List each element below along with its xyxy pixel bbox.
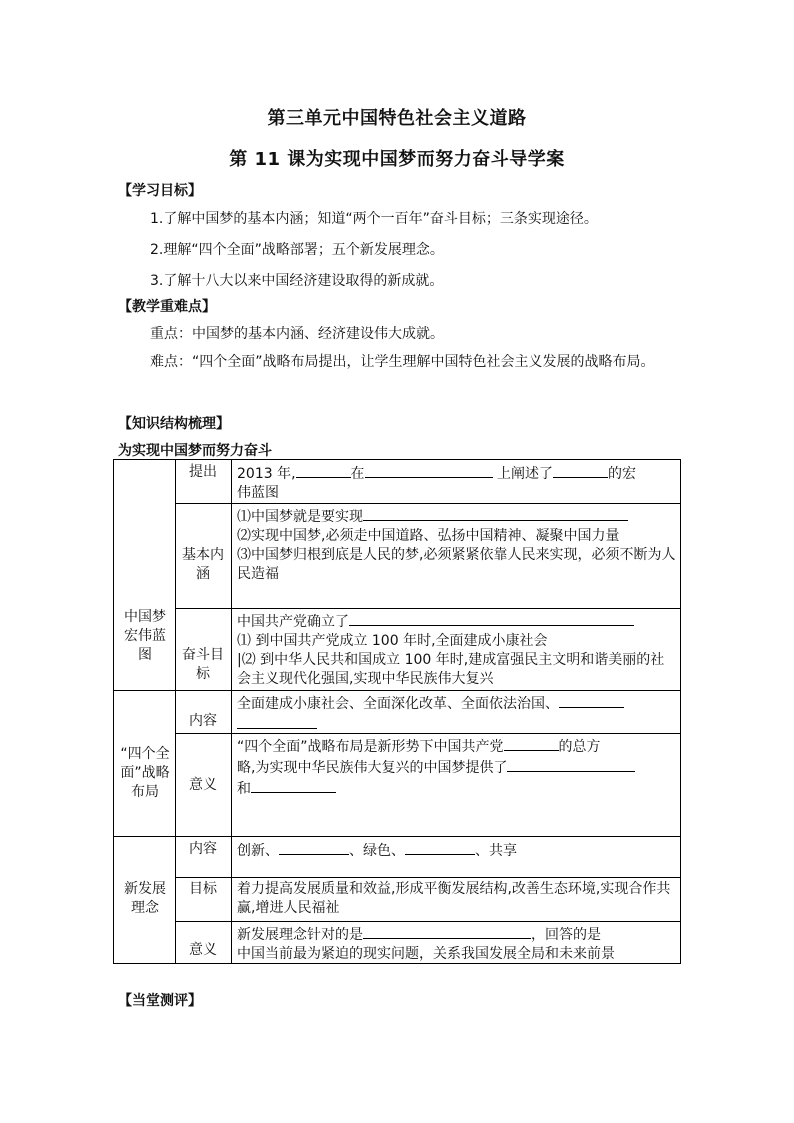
row-connotation-content (237, 506, 677, 584)
structure-subtitle: 为实现中国梦而努力奋斗 (118, 443, 272, 459)
row-proposal-label: 提出 (189, 464, 217, 480)
knowledge-table (113, 459, 681, 964)
row-content-content (237, 693, 677, 735)
proposal-text-3: 上阐述了 (496, 466, 553, 482)
proposal-text-5: 伟蓝图 (237, 485, 279, 501)
group-dream-label: 中国梦宏伟蓝图 (124, 609, 166, 663)
blank-field[interactable] (507, 757, 635, 772)
group-four-comprehensives-label: “四个全面”战略布局 (120, 746, 170, 800)
blank-field[interactable] (251, 778, 336, 793)
row-goal-content (237, 611, 677, 689)
unit-title: 第三单元中国特色社会主义道路 (267, 108, 527, 129)
table-row-line (175, 877, 681, 878)
objective-3: 3.了解十八大以来中国经济建设取得的新成就。 (150, 273, 444, 289)
proposal-text-2: 在 (350, 466, 365, 482)
meaning-4: 和 (237, 781, 251, 797)
structure-heading: 【知识结构梳理】 (118, 416, 230, 432)
row-goal-content: 着力提高发展质量和效益,形成平衡发展结构,改善生态环境,实现合作共赢,增进人民福祉 (237, 881, 671, 916)
dev-content-3: 、共享 (475, 843, 517, 859)
proposal-text-4: 的宏 (607, 466, 636, 482)
table-row-line (175, 608, 681, 609)
row-content-label: 内容 (189, 841, 217, 857)
table-col-line-2 (231, 460, 232, 963)
table-row-line (175, 921, 681, 922)
row-proposal-content (237, 463, 677, 503)
meaning-1: “四个全面”战略布局是新形势下中国共产党 (237, 739, 504, 755)
dev-meaning-2: ，回答的是 (531, 927, 601, 943)
table-group-line (114, 836, 681, 837)
objective-1: 1.了解中国梦的基本内涵；知道“两个一百年”奋斗目标；三条实现途径。 (150, 211, 598, 227)
blank-field[interactable] (504, 736, 559, 751)
dev-content-1: 创新、 (237, 843, 279, 859)
blank-field[interactable] (349, 611, 634, 626)
blank-field[interactable] (363, 924, 531, 939)
blank-field[interactable] (365, 463, 493, 478)
goal-1: 中国共产党确立了 (237, 614, 349, 630)
lesson-title: 第 11 课为实现中国梦而努力奋斗导学案 (229, 149, 565, 170)
row-connotation-label: 基本内涵 (182, 547, 224, 582)
key-point: 重点：中国梦的基本内涵、经济建设伟大成就。 (150, 326, 444, 342)
connotation-1: ⑴中国梦就是要实现 (237, 509, 363, 525)
blank-field[interactable] (405, 840, 475, 855)
blank-field[interactable] (363, 506, 628, 521)
row-meaning-label: 意义 (189, 777, 217, 793)
blank-field[interactable] (553, 463, 608, 478)
blank-field[interactable] (237, 714, 317, 729)
row-goal-label: 奋斗目标 (182, 647, 224, 682)
table-row-line (175, 503, 681, 504)
row-meaning-content (237, 736, 677, 799)
table-col-line-1 (175, 460, 176, 963)
row-content-label: 内容 (189, 713, 217, 729)
test-heading: 【当堂测评】 (118, 993, 202, 1009)
connotation-3: ⑶中国梦归根到底是人民的梦,必须紧紧依靠人民来实现，必须不断为人民造福 (237, 547, 676, 582)
row-meaning-label: 意义 (189, 942, 217, 958)
four-content-text: 全面建成小康社会、全面深化改革、全面依法治国、 (237, 696, 559, 712)
blank-field[interactable] (279, 840, 349, 855)
dev-meaning-1: 新发展理念针对的是 (237, 927, 363, 943)
difficult-point: 难点：“四个全面”战略布局提出，让学生理解中国特色社会主义发展的战略布局。 (150, 354, 655, 370)
dev-meaning-3: 中国当前最为紧迫的现实问题，关系我国发展全局和未来前景 (237, 946, 615, 962)
objective-2: 2.理解“四个全面”战略部署；五个新发展理念。 (150, 242, 444, 258)
dev-content-2: 、绿色、 (349, 843, 405, 859)
goal-3: |⑵ 到中华人民共和国成立 100 年时,建成富强民主文明和谐美丽的社会主义现代化强国,实现中华民族伟大复兴 (237, 652, 665, 687)
row-goal-label: 目标 (189, 881, 217, 897)
blank-field[interactable] (559, 693, 624, 708)
blank-field[interactable] (296, 463, 351, 478)
goal-2: ⑴ 到中国共产党成立 100 年时,全面建成小康社会 (237, 633, 548, 649)
connotation-2: ⑵实现中国梦,必须走中国道路、弘扬中国精神、凝聚中国力量 (237, 528, 620, 544)
table-group-line (114, 690, 681, 691)
proposal-text-1: 2013 年, (237, 466, 296, 482)
meaning-3: 略,为实现中华民族伟大复兴的中国梦提供了 (237, 760, 508, 776)
meaning-2: 的总方 (558, 739, 601, 755)
row-content-content (237, 840, 677, 861)
keypoints-heading: 【教学重难点】 (118, 299, 216, 315)
objectives-heading: 【学习目标】 (118, 183, 202, 199)
group-new-development-label: 新发展理念 (124, 881, 166, 916)
row-meaning-content (237, 924, 677, 964)
